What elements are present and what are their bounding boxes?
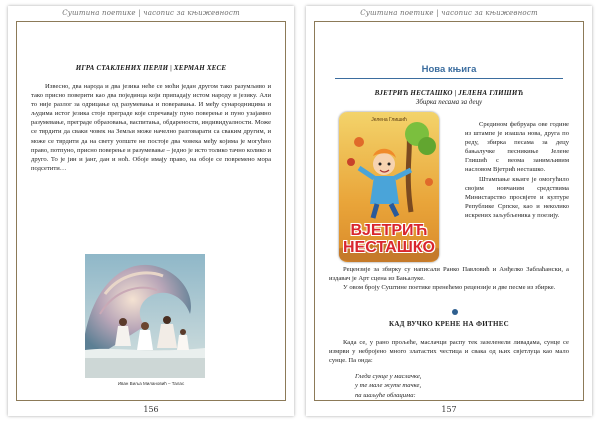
cover-title-line2: НЕСТАШКО [343,239,435,256]
section-heading: Нова књига [421,64,477,75]
second-article-title: КАД ВУЧКО КРЕНЕ НА ФИТНЕС [388,320,510,328]
article-title: ВЈЕТРИЋ НЕСТАШКО | ЈЕЛЕНА ГЛИШИЋ [374,89,524,97]
running-head: Суштина поетике | часопис за књижевност [62,9,240,17]
poem-line: Гледа сунце у маслачке, [355,373,422,380]
cover-author: Јелена Глишић [371,117,407,123]
second-article-body [329,338,569,365]
left-content [31,44,271,173]
painting-caption: Иван Виља Милановић – Талас [117,381,185,386]
paragraph: Штампање књиге је омогућило својим новчаним средствима Министарство просвјете и културе Републике Српске, као и неколико искрених заљубљеника у поезију. [465,175,569,219]
paragraph: У овом броју Суштине поетике пренећемо рецензије и две песме из збирке. [343,284,556,292]
paragraph: Средином фебруара ове године из штампе је изашла нова, друга по реду, збирка песама за децу бањалучке песникиње Јелене Глишић с веома занимљивим насловом Вјетрић несташко. [465,121,569,174]
poem-line: па шаљуће облацима: [355,391,416,399]
section-rule [335,78,563,79]
paragraph: Када се, у рано прољеће, маслачци распу тек зазеленели ливадама, сунце се измрви у небројено много златастих честица и свака од њих свјетлуца као мало сунце. Па онда: [329,339,569,365]
page-frame [16,21,286,401]
section-bullet [452,309,458,315]
running-head: Суштина поетике | часопис за књижевност [360,9,538,17]
painting-image [85,254,205,378]
poem-line: у те мале жуте тачке, [355,382,422,390]
page-number: 157 [441,405,457,414]
review-text [465,120,569,220]
poem [355,372,569,400]
review-text-cont [329,265,569,292]
paragraph: Рецензије за збирку су написали Ранко Павловић и Анђелко Заблаћански, а издавач је Арт сцена из Бањалуке. [329,266,569,283]
cover-title-line1: ВЈЕТРИЋ [350,222,428,239]
cover-title [339,222,439,256]
article-body: Извесно, два народа и два језика неће се моћи један другом тако разумљиво и тако присно поверити као два појединца који припадају истом народу и језику. Али то није разлог за одрицање од разумевања и поверавања. И међу сународницима и људима истог језика стоје преграде које спречавају пуно поверење и пуно узајамно разумевање, преграде образовања, васпитања, обдарености, индивидуалности. Може се тврдити да сваки човек на Земљи може начелно разговарати са сваким другим, и може се тврдити да на свету уопште не постоје два човека међу којима је могућно право, потпуно, присно поверење и разумевање – једно је исто толико тачно колико и друго. То је јин и јанг, дан и ноћ. Обоје имају право, на обоје се повремено мора подсетити… [31,83,271,172]
right-page [306,6,592,416]
page-number: 156 [143,405,159,414]
left-page [8,6,294,416]
book-cover-image [339,112,439,262]
right-content [329,44,569,106]
article-subtitle: Збирка песама за децу [415,98,483,106]
article-title: ИГРА СТАКЛЕНИХ ПЕРЛИ | ХЕРМАН ХЕСЕ [75,64,227,72]
page-frame [314,21,584,401]
